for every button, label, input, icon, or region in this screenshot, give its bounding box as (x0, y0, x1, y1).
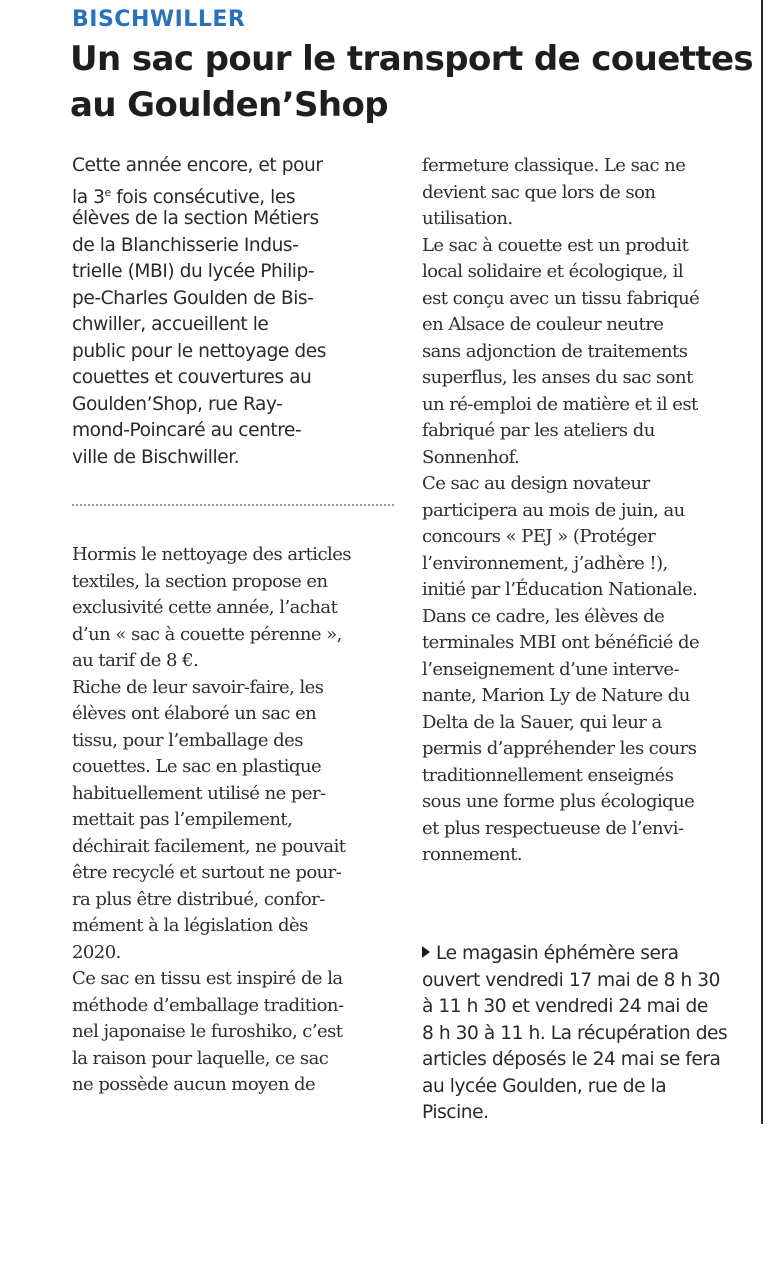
body-line: couettes. Le sac en plastique (72, 756, 322, 777)
column-rule (761, 0, 763, 1124)
lede-line: élèves de la section Métiers (72, 208, 319, 229)
lede-line: ville de Bischwiller. (72, 446, 240, 468)
body-line: habituellement utilisé ne per- (72, 782, 326, 804)
lede-line: public pour le nettoyage des (72, 340, 326, 362)
body-line: textiles, la section propose en (72, 570, 328, 592)
lede-line-superscript (72, 180, 394, 207)
headline (70, 36, 754, 128)
lede-text: fois consécutive, les (110, 186, 296, 208)
lede-line: pe-Charles Goulden de Bis- (72, 287, 314, 309)
body-line: traditionnellement enseignés (422, 764, 674, 786)
info-text: Le magasin éphémère sera (436, 943, 679, 964)
body-line: un ré-emploi de matière et il est (422, 393, 698, 415)
info-line-first (422, 941, 754, 968)
body-line: être recyclé et surtout ne pour- (72, 862, 342, 883)
triangle-bullet-icon (422, 946, 430, 958)
body-line: mément à la législation dès (72, 915, 308, 936)
info-line: articles déposés le 24 mai se fera (422, 1049, 721, 1070)
body-line: sans adjonction de traitements (422, 340, 688, 362)
body-line: Le sac à couette est un produit (422, 234, 689, 256)
body-line: en Alsace de couleur neutre (422, 314, 664, 335)
body-line: participera au mois de juin, au (422, 499, 685, 521)
lede-line: chwiller, accueillent le (72, 314, 269, 335)
body-line: Ce sac au design novateur (422, 473, 650, 494)
body-line: au tarif de 8 €. (72, 650, 199, 671)
body-line: devient sac que lors de son (422, 181, 656, 203)
lede-text: la 3 (72, 186, 105, 208)
body-column-left (72, 542, 394, 1099)
info-line: ouvert vendredi 17 mai de 8 h 30 (422, 969, 721, 991)
body-line: et plus respectueuse de l’envi- (422, 817, 684, 839)
body-line: utilisation. (422, 208, 513, 229)
info-line: Piscine. (422, 1102, 489, 1123)
lede-line: mond-Poincaré au centre- (72, 420, 302, 441)
body-line: mettait pas l’empilement, (72, 809, 293, 830)
body-line: est conçu avec un tissu fabriqué (422, 287, 700, 309)
body-line: ronnement. (422, 844, 523, 865)
body-line: initié par l’Éducation Nationale. (422, 579, 698, 600)
body-line: Ce sac en tissu est inspiré de la (72, 968, 343, 989)
body-line: Sonnenhof. (422, 446, 520, 468)
dotted-separator (72, 504, 394, 506)
body-line: terminales MBI ont bénéficié de (422, 632, 700, 653)
body-line: concours « PEJ » (Protéger (422, 526, 656, 547)
body-line: ra plus être distribué, confor- (72, 888, 325, 910)
info-line: à 11 h 30 et vendredi 24 mai de (422, 996, 708, 1017)
body-line: déchirait facilement, ne pouvait (72, 835, 346, 857)
body-line: méthode d’emballage tradition- (72, 994, 344, 1016)
headline-line: Un sac pour le transport de couettes (70, 39, 754, 79)
lede-paragraph (72, 153, 394, 471)
body-line: local solidaire et écologique, il (422, 261, 684, 282)
lede-line: couettes et couvertures au (72, 367, 312, 388)
section-kicker: BISCHWILLER (72, 7, 246, 32)
body-line: la raison pour laquelle, ce sac (72, 1047, 329, 1069)
body-line: l’enseignement d’une interve- (422, 658, 680, 680)
body-line: superflus, les anses du sac sont (422, 367, 693, 388)
body-line: fabriqué par les ateliers du (422, 420, 655, 441)
body-line: exclusivité cette année, l’achat (72, 597, 338, 618)
info-line: 8 h 30 à 11 h. La récupération des (422, 1022, 728, 1044)
body-line: Hormis le nettoyage des articles (72, 544, 351, 565)
body-line: nante, Marion Ly de Nature du (422, 685, 690, 706)
body-line: sous une forme plus écologique (422, 791, 695, 812)
info-line: au lycée Goulden, rue de la (422, 1075, 667, 1097)
body-line: d’un « sac à couette pérenne », (72, 623, 342, 645)
lede-line: trielle (MBI) du lycée Philip- (72, 261, 315, 282)
body-line: élèves ont élaboré un sac en (72, 703, 317, 724)
body-line: fermeture classique. Le sac ne (422, 155, 686, 176)
lede-line: de la Blanchisserie Indus- (72, 234, 299, 256)
body-line: Dans ce cadre, les élèves de (422, 605, 665, 627)
body-line: ne possède aucun moyen de (72, 1074, 316, 1095)
body-line: l’environnement, j’adhère !), (422, 552, 668, 574)
body-line: permis d’appréhender les cours (422, 738, 697, 759)
headline-line: au Goulden’Shop (70, 85, 389, 125)
body-line: 2020. (72, 941, 121, 963)
practical-info (422, 941, 754, 1127)
body-line: tissu, pour l’emballage des (72, 729, 303, 751)
body-line: Delta de la Sauer, qui leur a (422, 711, 662, 733)
body-column-right (422, 153, 754, 869)
superscript: e (104, 185, 111, 199)
lede-line: Goulden’Shop, rue Ray- (72, 393, 283, 415)
body-line: nel japonaise le furoshiko, c’est (72, 1021, 343, 1042)
body-line: Riche de leur savoir-faire, les (72, 676, 324, 698)
lede-line: Cette année encore, et pour (72, 155, 323, 176)
